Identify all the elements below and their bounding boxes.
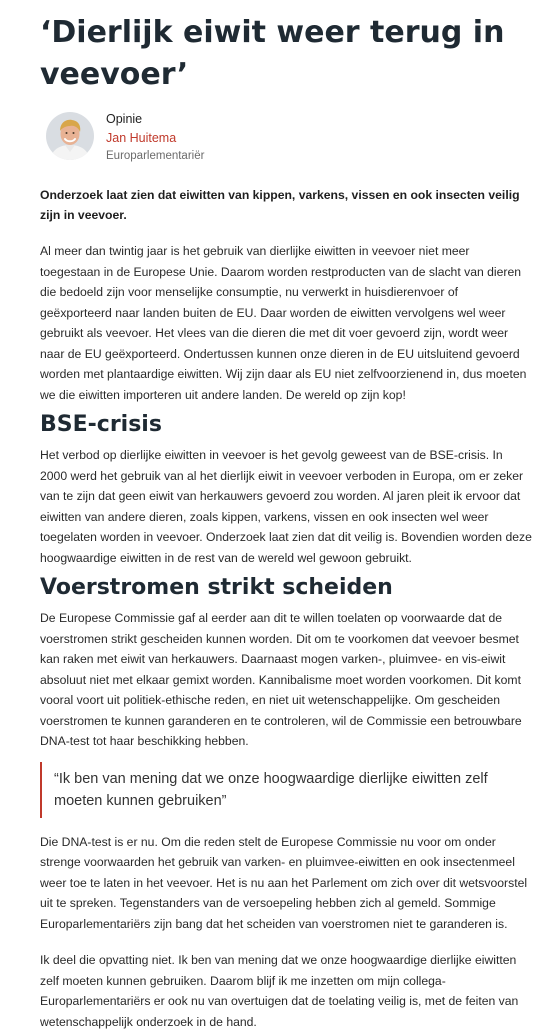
paragraph-conclusion: Ik deel die opvatting niet. Ik ben van mening dat we onze hoogwaardige dierlijke eiwitten zelf moeten kunnen gebruiken. Daarom blijf ik me inzetten om mijn collega-Europarlementariërs er ook nu van overtuigen dat de toelating veilig is, met de feiten van wetenschappelijk onderzoek in de hand. [40,953,519,1029]
author-name-link[interactable]: Jan Huitema [106,131,177,145]
section-heading-bse: BSE-crisis [40,412,162,437]
byline-text [106,110,204,165]
article-category: Opinie [106,112,143,126]
paragraph-dna-test: Die DNA-test is er nu. Om die reden stelt de Europese Commissie nu voor om onder strenge voorwaarden het gebruik van varken- en pluimvee-eiwitten en ook insectenmeel weer toe te laten in het veevoer. Het is nu aan het Parlement om zich over dit wetsvoorstel uit te spreken. Tegenstanders van de versoepeling hebben zich al gemeld. Sommige Europarlementariërs zijn bang dat het scheiden van voerstromen niet te garanderen is. [40,834,528,931]
author-role: Europarlementariër [106,150,205,162]
article-title: ‘Dierlijk eiwit weer terug in veevoer’ [40,15,505,92]
byline [46,110,532,165]
paragraph-spacer [40,940,532,950]
paragraph-bse: Het verbod op dierlijke eiwitten in veevoer is het gevolg geweest van de BSE-crisis. In 2000 werd het gebruik van al het dierlijk eiwit in veevoer verboden in Europa, om er zeker van te zijn dat geen eiwit van herkauwers gevoerd zou worden. Al jaren pleit ik ervoor dat eiwitten van andere dieren, zoals kippen, varkens, vissen en ook insecten wel weer toegelaten worden in veevoer. Onderzoek laat zien dat dit veilig is. Bovendien worden deze hoogwaardige eiwitten in de rest van de wereld wel gewoon gebruikt. [40,448,532,565]
pull-quote: “Ik ben van mening dat we onze hoogwaardige dierlijke eiwitten zelf moeten kunnen gebruiken” [40,762,532,818]
author-avatar-icon[interactable] [46,112,94,160]
section-heading-voerstromen: Voerstromen strikt scheiden [40,575,393,600]
author-portrait-icon [46,112,94,160]
article-intro: Onderzoek laat zien dat eiwitten van kippen, varkens, vissen en ook insecten veilig zijn in veevoer. [40,188,520,222]
paragraph-1: Al meer dan twintig jaar is het gebruik van dierlijke eiwitten in veevoer niet meer toegestaan in de Europese Unie. Daarom worden restproducten van de slacht van dieren die bedoeld zijn voor menselijke consumptie, nu verwerkt in huisdierenvoer of geëxporteerd naar landen buiten de EU. Daar worden de eiwitten vervolgens wel weer gebruikt als veevoer. Het vlees van die dieren die met dit voer gevoerd zijn, wordt weer naar de EU geëxporteerd. Ondertussen kunnen onze dieren in de EU uitsluitend gevoerd worden met plantaardige eiwitten. Wij zijn daar als EU niet zelfvoorzienend in, dus moeten we die eiwitten importeren uit andere landen. De wereld op zijn kop! [40,244,527,402]
paragraph-voerstromen: De Europese Commissie gaf al eerder aan dit te willen toelaten op voorwaarde dat de voerstromen strikt gescheiden kunnen worden. Dit om te voorkomen dat veevoer besmet kan raken met eiwit van herkauwers. Daarnaast mogen varken-, pluimvee- en vis-eiwit absoluut niet met elkaar gemixt worden. Kannibalisme moet worden voorkomen. Dit komt vooral voort uit politiek-ethische reden, en niet uit wetenschappelijke. Om gescheiden voerstromen te kunnen garanderen en te controleren, wil de Commissie een betrouwbare DNA-test tot haar beschikking hebben. [40,611,522,748]
